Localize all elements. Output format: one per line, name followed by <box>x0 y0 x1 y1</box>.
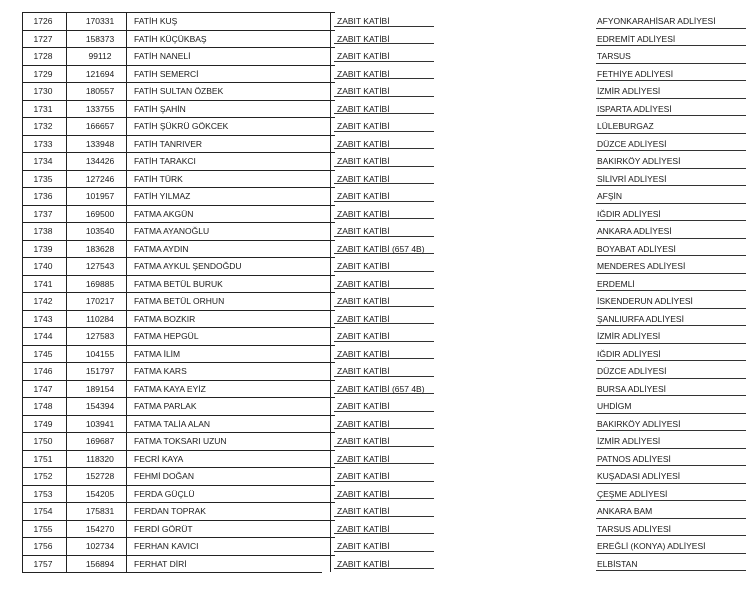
place-underline <box>596 378 746 379</box>
row-number: 1729 <box>33 68 53 79</box>
place-underline <box>596 203 746 204</box>
place-underline <box>596 28 746 29</box>
person-name: FATİH NANELİ <box>134 51 191 61</box>
title-underline <box>334 218 434 219</box>
place-underline <box>596 63 746 64</box>
row-number: 1741 <box>33 278 53 289</box>
row-number: 1755 <box>33 523 53 534</box>
place-underline <box>596 500 746 501</box>
person-name: FATİH KÜÇÜKBAŞ <box>134 33 207 44</box>
sicil-number: 118320 <box>86 453 114 464</box>
place-underline <box>596 465 746 466</box>
row-number: 1740 <box>33 261 53 271</box>
sicil-number: 154270 <box>85 523 115 534</box>
place-underline <box>596 535 746 536</box>
row-number: 1731 <box>33 103 53 114</box>
person-name: FATMA AKGÜN <box>134 208 194 219</box>
place-underline <box>596 185 746 186</box>
workplace: LÜLEBURGAZ <box>597 121 654 131</box>
person-name: FATMA TALİA ALAN <box>134 418 211 429</box>
title-underline <box>334 253 434 254</box>
person-name: FATMA AYDIN <box>134 243 189 254</box>
job-title: ZABIT KATİBİ (657 4B) <box>337 383 425 394</box>
title-underline <box>334 411 434 412</box>
title-underline <box>334 323 434 324</box>
job-title: ZABIT KATİBİ <box>337 471 390 481</box>
workplace: ELBİSTAN <box>597 558 638 569</box>
title-underline <box>334 481 434 482</box>
person-name: FERDİ GÖRÜT <box>134 523 193 534</box>
title-underline <box>334 113 434 114</box>
sicil-number: 169885 <box>85 278 115 289</box>
sicil-number: 170217 <box>85 296 115 306</box>
row-number: 1736 <box>33 191 53 201</box>
title-underline <box>334 498 434 499</box>
title-underline <box>334 78 434 79</box>
title-underline <box>334 148 434 149</box>
job-title: ZABIT KATİBİ <box>337 16 390 26</box>
person-name: FATİH YILMAZ <box>134 191 191 201</box>
title-underline <box>334 236 434 237</box>
workplace: BURSA ADLİYESİ <box>597 383 666 394</box>
person-name: FATMA KARS <box>134 366 187 376</box>
job-title: ZABIT KATİBİ <box>337 488 390 499</box>
sicil-number: 103540 <box>85 226 115 236</box>
person-name: FATMA İLİM <box>134 348 181 359</box>
sicil-number: 101957 <box>85 191 115 201</box>
workplace: FETHİYE ADLİYESİ <box>597 68 674 79</box>
workplace: DÜZCE ADLİYESİ <box>597 366 667 376</box>
title-underline <box>334 376 434 377</box>
workplace: MENDERES ADLİYESİ <box>597 261 686 271</box>
job-title: ZABIT KATİBİ <box>337 348 390 359</box>
title-underline <box>334 166 434 167</box>
place-underline <box>596 238 746 239</box>
sicil-number: 175831 <box>85 506 115 516</box>
job-title: ZABIT KATİBİ <box>337 506 390 516</box>
person-name: FERHAN KAVICI <box>134 541 199 551</box>
row-number: 1727 <box>33 33 53 44</box>
job-title: ZABIT KATİBİ <box>337 33 390 44</box>
job-title: ZABIT KATİBİ <box>337 558 390 569</box>
title-underline <box>334 131 434 132</box>
workplace: BAKIRKÖY ADLİYESİ <box>597 418 681 429</box>
sicil-number: 154205 <box>85 488 115 499</box>
title-underline <box>334 288 434 289</box>
title-underline <box>334 271 434 272</box>
person-name: FECRİ KAYA <box>134 453 184 464</box>
sicil-number: 151797 <box>85 366 115 376</box>
row-number: 1750 <box>33 436 53 446</box>
job-title: ZABIT KATİBİ <box>337 436 390 446</box>
workplace: IĞDIR ADLİYESİ <box>597 348 661 359</box>
sicil-number: 103941 <box>85 418 115 429</box>
place-underline <box>596 115 746 116</box>
place-underline <box>596 360 746 361</box>
person-name: FATMA AYANOĞLU <box>134 226 210 236</box>
job-title: ZABIT KATİBİ <box>337 173 390 184</box>
workplace: IĞDIR ADLİYESİ <box>597 208 661 219</box>
workplace: AFŞİN <box>597 191 623 201</box>
job-title: ZABIT KATİBİ <box>337 278 390 289</box>
sicil-number: 102734 <box>85 541 115 551</box>
workplace: ANKARA BAM <box>597 506 653 516</box>
row-number: 1735 <box>33 173 53 184</box>
job-title: ZABIT KATİBİ <box>337 366 390 376</box>
person-name: FATİH SEMERCİ <box>134 68 199 79</box>
workplace: ERDEMLİ <box>597 278 635 289</box>
place-underline <box>596 98 746 99</box>
sicil-number: 189154 <box>85 383 115 394</box>
person-name: FATMA PARLAK <box>134 401 197 411</box>
place-underline <box>596 133 746 134</box>
row-number: 1746 <box>33 366 53 376</box>
person-name: FATİH ŞÜKRÜ GÖKCEK <box>134 121 229 131</box>
person-name: FATMA HEPGÜL <box>134 331 199 341</box>
place-underline <box>596 413 746 414</box>
sicil-number: 134426 <box>85 156 115 166</box>
workplace: İSKENDERUN ADLİYESİ <box>597 296 693 306</box>
workplace: BAKIRKÖY ADLİYESİ <box>597 156 681 166</box>
sicil-number: 127246 <box>85 173 115 184</box>
sicil-number: 99112 <box>88 51 112 61</box>
job-title: ZABIT KATİBİ <box>337 51 390 61</box>
row-number: 1751 <box>33 453 53 464</box>
workplace: SİLİVRİ ADLİYESİ <box>597 173 667 184</box>
row-number: 1739 <box>33 243 53 254</box>
sicil-number: 166657 <box>85 121 115 131</box>
workplace: İZMİR ADLİYESİ <box>597 331 661 341</box>
place-underline <box>596 308 746 309</box>
sicil-number: 110284 <box>86 313 114 324</box>
place-underline <box>596 255 746 256</box>
row-number: 1745 <box>33 348 53 359</box>
place-underline <box>596 483 746 484</box>
row-number: 1756 <box>33 541 53 551</box>
job-title: ZABIT KATİBİ <box>337 103 390 114</box>
row-number: 1744 <box>33 331 53 341</box>
person-name: FATİH TÜRK <box>134 173 183 184</box>
title-underline <box>334 393 434 394</box>
row-number: 1742 <box>33 296 53 306</box>
person-name: FATMA BETÜL BURUK <box>134 278 223 289</box>
place-underline <box>596 343 746 344</box>
title-underline <box>334 306 434 307</box>
place-underline <box>596 80 746 81</box>
job-title: ZABIT KATİBİ <box>337 156 390 166</box>
title-underline <box>334 516 434 517</box>
job-title: ZABIT KATİBİ <box>337 296 390 306</box>
sicil-number: 104155 <box>85 348 115 359</box>
place-underline <box>596 553 746 554</box>
sicil-number: 127543 <box>85 261 115 271</box>
person-name: FATİH SULTAN ÖZBEK <box>134 86 224 96</box>
person-name: FATİH TARAKCI <box>134 156 196 166</box>
row-number: 1754 <box>33 506 53 516</box>
row-number: 1747 <box>33 383 53 394</box>
row-number: 1728 <box>33 51 53 61</box>
job-title: ZABIT KATİBİ <box>337 261 390 271</box>
title-underline <box>334 26 434 27</box>
title-underline <box>334 358 434 359</box>
title-underline <box>334 551 434 552</box>
title-underline <box>334 568 434 569</box>
job-title: ZABIT KATİBİ <box>337 208 390 219</box>
row-number: 1749 <box>33 418 53 429</box>
person-name: FATMA BOZKIR <box>134 313 196 324</box>
place-underline <box>596 168 746 169</box>
person-name: FATMA KAYA EYİZ <box>134 383 206 394</box>
workplace: İZMİR ADLİYESİ <box>597 436 661 446</box>
row-number: 1726 <box>33 16 53 26</box>
job-title: ZABIT KATİBİ <box>337 68 390 79</box>
job-title: ZABIT KATİBİ <box>337 191 390 201</box>
place-underline <box>596 325 746 326</box>
sicil-number: 154394 <box>85 401 115 411</box>
place-underline <box>596 220 746 221</box>
person-name: FEHMİ DOĞAN <box>134 471 194 481</box>
workplace: ÇEŞME ADLİYESİ <box>597 488 668 499</box>
person-name: FATMA AYKUL ŞENDOĞDU <box>134 261 242 271</box>
person-name: FERHAT DİRİ <box>134 558 187 569</box>
person-name: FERDAN TOPRAK <box>134 506 206 516</box>
title-underline <box>334 201 434 202</box>
title-underline <box>334 183 434 184</box>
title-underline <box>334 341 434 342</box>
workplace: İZMİR ADLİYESİ <box>597 86 661 96</box>
job-title: ZABIT KATİBİ <box>337 401 390 411</box>
workplace: DÜZCE ADLİYESİ <box>597 138 667 149</box>
workplace: PATNOS ADLİYESİ <box>597 453 671 464</box>
title-underline <box>334 446 434 447</box>
row-number: 1757 <box>33 558 53 569</box>
row-number: 1753 <box>33 488 53 499</box>
sicil-number: 183628 <box>85 243 115 254</box>
row-number: 1734 <box>33 156 53 166</box>
job-title: ZABIT KATİBİ <box>337 226 390 236</box>
row-number: 1748 <box>33 401 53 411</box>
row-number: 1732 <box>33 121 53 131</box>
person-name: FATMA TOKSARI UZUN <box>134 436 227 446</box>
place-underline <box>596 150 746 151</box>
place-underline <box>596 570 746 571</box>
title-underline <box>334 428 434 429</box>
job-title: ZABIT KATİBİ <box>337 138 390 149</box>
job-title: ZABIT KATİBİ <box>337 418 390 429</box>
workplace: ISPARTA ADLİYESİ <box>597 103 672 114</box>
job-title: ZABIT KATİBİ <box>337 523 390 534</box>
job-title: ZABIT KATİBİ <box>337 331 390 341</box>
sicil-number: 170331 <box>85 16 115 26</box>
row-number: 1743 <box>33 313 53 324</box>
title-underline <box>334 61 434 62</box>
place-underline <box>596 518 746 519</box>
sicil-number: 156894 <box>85 558 115 569</box>
place-underline <box>596 290 746 291</box>
sicil-number: 127583 <box>85 331 115 341</box>
row-number: 1730 <box>33 86 53 96</box>
person-name: FERDA GÜÇLÜ <box>134 488 195 499</box>
place-underline <box>596 45 746 46</box>
title-underline <box>334 533 434 534</box>
job-title: ZABIT KATİBİ <box>337 541 390 551</box>
person-name: FATİH ŞAHİN <box>134 103 186 114</box>
workplace: ŞANLIURFA ADLİYESİ <box>597 313 684 324</box>
sicil-number: 180557 <box>85 86 115 96</box>
job-title: ZABIT KATİBİ <box>337 121 390 131</box>
workplace: UHDİGM <box>597 401 632 411</box>
place-underline <box>596 448 746 449</box>
person-name: FATMA BETÜL ORHUN <box>134 296 225 306</box>
person-name: FATİH KUŞ <box>134 16 178 26</box>
job-title: ZABIT KATİBİ (657 4B) <box>337 243 425 254</box>
job-title: ZABIT KATİBİ <box>337 453 390 464</box>
title-underline <box>334 43 434 44</box>
sicil-number: 169687 <box>85 436 115 446</box>
title-underline <box>334 96 434 97</box>
workplace: ANKARA ADLİYESİ <box>597 226 672 236</box>
job-title: ZABIT KATİBİ <box>337 313 390 324</box>
workplace: BOYABAT ADLİYESİ <box>597 243 676 254</box>
sicil-number: 158373 <box>85 33 115 44</box>
workplace: EREĞLİ (KONYA) ADLİYESİ <box>597 541 706 551</box>
job-title: ZABIT KATİBİ <box>337 86 390 96</box>
workplace: TARSUS <box>597 51 631 61</box>
title-underline <box>334 463 434 464</box>
row-number: 1752 <box>33 471 53 481</box>
row-number: 1738 <box>33 226 53 236</box>
sicil-number: 133755 <box>85 103 115 114</box>
sicil-number: 152728 <box>85 471 115 481</box>
place-underline <box>596 430 746 431</box>
place-underline <box>596 395 746 396</box>
row-number: 1737 <box>33 208 53 219</box>
sicil-number: 121694 <box>85 68 115 79</box>
workplace: KUŞADASI ADLİYESİ <box>597 471 681 481</box>
sicil-number: 169500 <box>85 208 115 219</box>
sicil-number: 133948 <box>85 138 115 149</box>
workplace: AFYONKARAHİSAR ADLİYESİ <box>597 16 716 26</box>
workplace: TARSUS ADLİYESİ <box>597 523 672 534</box>
person-name: FATİH TANRIVER <box>134 138 203 149</box>
place-underline <box>596 273 746 274</box>
row-number: 1733 <box>33 138 53 149</box>
workplace: EDREMİT ADLİYESİ <box>597 33 676 44</box>
